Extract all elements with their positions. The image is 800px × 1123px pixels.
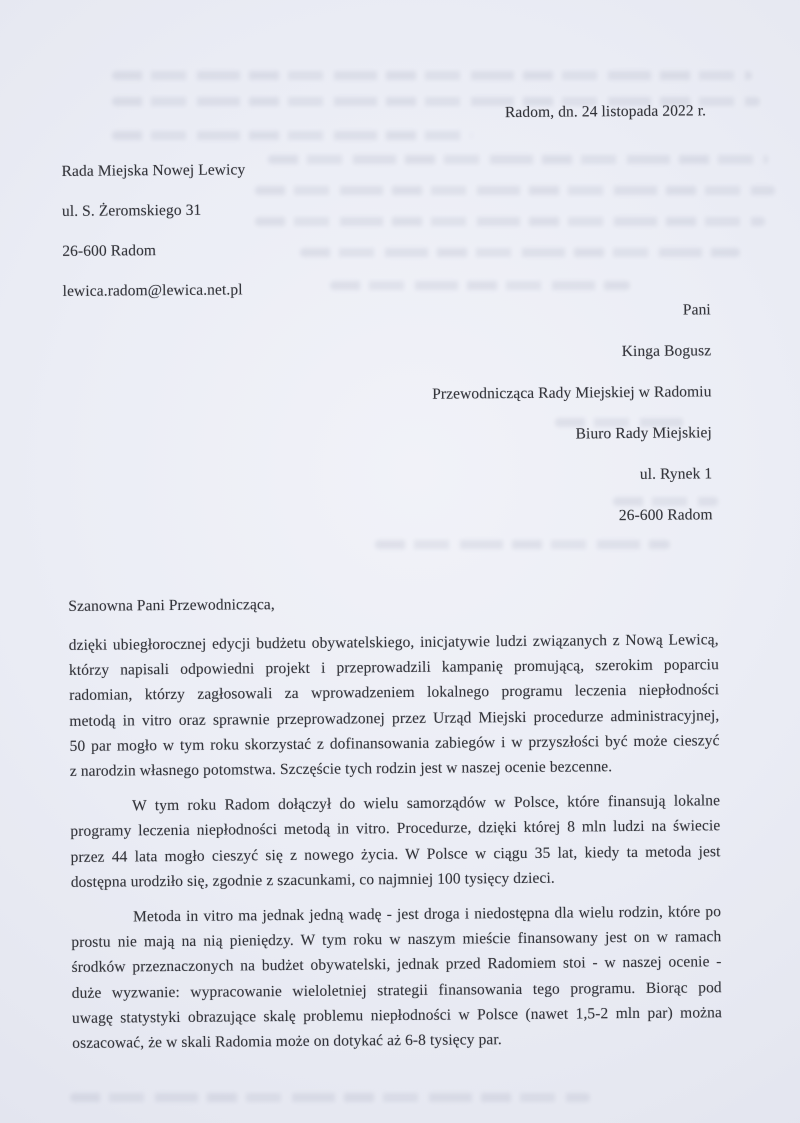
recipient-block [431,289,713,537]
sender-city: 26-600 Radom [62,242,157,260]
body-line: którzy napisali odpowiedni projekt i przeprowadzili kampanię promującą, szerokim poparciu [68,656,719,680]
body-line: programy leczenia niepłodności metodą in vitro. Procedurze, dzięki której 8 mln ludzi na świecie [70,817,721,841]
body-line: dzięki ubiegłorocznej edycji budżetu obywatelskiego, inicjatywie ludzi związanych z Nową Lewicą, [68,631,719,654]
body-line: dostępna urodziło się, zgodnie z szacunkami, co najmniej 100 tysięcy dzieci. [70,869,555,891]
paragraph-1 [69,627,720,784]
body-line: radomian, którzy zagłosowali za wprowadzeniem lokalnego programu leczenia niepłodności [69,681,720,705]
body-line: środków przeznaczonych na budżet obywatelski, jednak przed Radomiem stoi - w naszej ocenie - [71,953,722,977]
body-line: metodą in vitro oraz sprawnie przeprowadzonej przez Urząd Miejski procedurze administracyjnej, [69,706,720,730]
recipient-street: ul. Rynek 1 [639,465,713,483]
body-line: oszacować, że w skali Radomia może on dotykać aż 6-8 tysięcy par. [72,1031,502,1052]
body-line: 50 par mogło w tym roku skorzystać z dofinansowania zabiegów i w przyszłości być może cieszyć [69,732,720,755]
sender-email: lewica.radom@lewica.net.pl [62,281,243,300]
body-line: duże wyzwanie: wypracowanie wieloletniej strategii finansowania tego programu. Biorąc pod [71,978,722,1002]
sender-organization: Rada Miejska Nowej Lewicy [61,161,246,180]
body-line: z narodzin własnego potomstwa. Szczęście tych rodzin jest w naszej ocenie bezcenne. [69,758,613,780]
sender-street: ul. S. Żeromskiego 31 [61,201,202,220]
recipient-office: Biuro Rady Miejskiej [575,424,712,443]
recipient-honorific: Pani [682,301,711,319]
body-line: przez 44 lata mogło cieszyć się z nowego życia. W Polsce w ciągu 35 lat, kiedy ta metoda jest [70,842,721,866]
date-line: Radom, dn. 24 listopada 2022 r. [504,102,707,122]
letter-body [69,627,723,1056]
recipient-name: Kinga Bogusz [621,342,712,361]
body-line: prostu nie mają na nią pieniędzy. W tym roku w naszym mieście finansowany jest on w ramach [71,928,722,952]
recipient-title: Przewodnicząca Rady Miejskiej w Radomiu [432,383,712,403]
recipient-city: 26-600 Radom [618,506,713,525]
sender-block [61,150,246,312]
paragraph-2 [70,788,721,894]
paragraph-3 [71,899,722,1056]
body-line: Metoda in vitro ma jednak jedną wadę - jest droga i niedostępna dla wielu rodzin, które po [133,903,722,926]
body-line: uwagę statystyki obrazujące skalę problemu niepłodności w Polsce (nawet 1,5-2 mln par) można [71,1004,723,1027]
salutation: Szanowna Pani Przewodnicząca, [68,596,275,615]
body-line: W tym roku Radom dołączył do wielu samorządów w Polsce, które finansują lokalne [132,792,721,815]
